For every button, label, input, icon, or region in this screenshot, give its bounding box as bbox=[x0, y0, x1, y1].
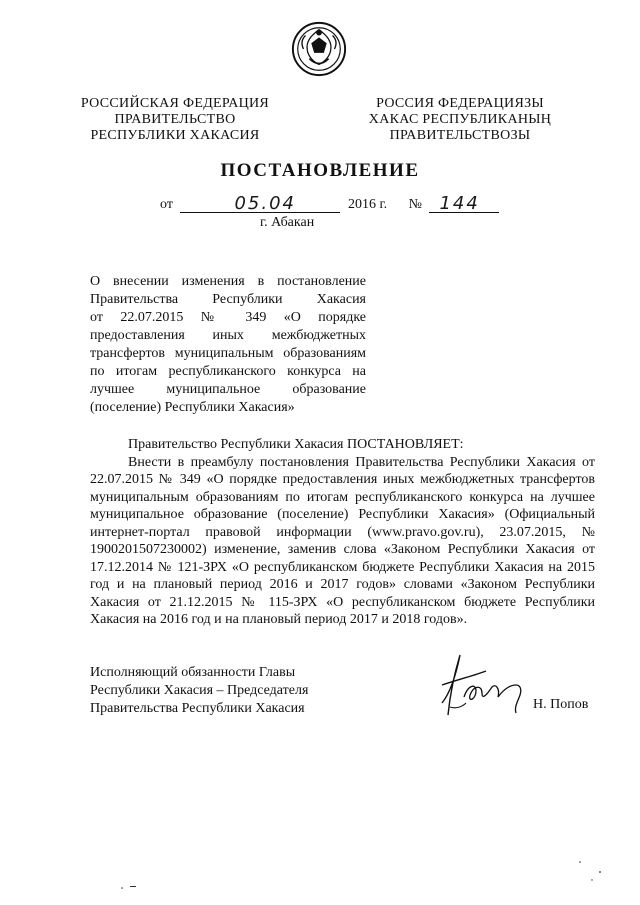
body-paragraph-main: Внести в преамбулу постановления Правительства Республики Хакасия от 22.07.2015 № 349 «О порядке предоставления иных межбюджетных трансфертов муниципальным образованиям по итогам республиканского конкурса на лучшее муниципальное образование (поселение) Республики Хакасия» (Официальный интернет-портал правовой информации (www.pravo.gov.ru), 23.07.2015, № 1900201507230002) изменение, заменив слова «Законом Республики Хакасия от 17.12.2014 № 121-ЗРХ «О республиканском бюджете Республики Хакасия на 2015 год и на плановый период 2016 и 2017 годов» словами «Законом Республики Хакасия от 21.12.2015 № 115-ЗРХ «О республиканском бюджете Республики Хакасия на 2016 год и на плановый период 2017 и 2018 годов». bbox=[90, 454, 595, 627]
city: г. Абакан bbox=[260, 215, 315, 230]
handwritten-signature bbox=[420, 645, 540, 725]
document-subject bbox=[90, 273, 366, 417]
date-handwritten: 05.04 bbox=[234, 193, 296, 214]
subject-line: О внесении изменения в постановление bbox=[90, 274, 366, 289]
header-left bbox=[70, 96, 280, 144]
subject-line: предоставления иных межбюджетных bbox=[90, 328, 366, 343]
date-year: 2016 г. bbox=[347, 197, 388, 212]
coat-of-arms-emblem bbox=[290, 20, 348, 78]
date-line bbox=[160, 193, 499, 214]
header-right-line: ПРАВИТЕЛЬСТВОЗЫ bbox=[389, 128, 531, 143]
subject-line: от 22.07.2015 № 349 «О порядке bbox=[90, 310, 366, 325]
header-left-line: РОССИЙСКАЯ ФЕДЕРАЦИЯ bbox=[80, 96, 270, 111]
signatory-line: Республики Хакасия – Председателя bbox=[90, 683, 309, 698]
header-left-line: РЕСПУБЛИКИ ХАКАСИЯ bbox=[90, 128, 260, 143]
number-label: № bbox=[408, 197, 422, 212]
header-right bbox=[355, 96, 565, 144]
header-right-line: ХАКАС РЕСПУБЛИКАНЫҢ bbox=[368, 112, 552, 127]
date-field bbox=[180, 193, 340, 214]
document-title: ПОСТАНОВЛЕНИЕ bbox=[220, 160, 420, 181]
subject-line: трансфертов муниципальным образованиям bbox=[90, 346, 366, 361]
date-from-label: от bbox=[160, 197, 173, 212]
subject-line: лучшее муниципальное образование bbox=[90, 382, 366, 397]
signatory-title bbox=[90, 664, 308, 718]
header-right-line: РОССИЯ ФЕДЕРАЦИЯЗЫ bbox=[376, 96, 544, 111]
subject-line: (поселение) Республики Хакасия» bbox=[90, 400, 295, 415]
header-left-line: ПРАВИТЕЛЬСТВО bbox=[114, 112, 236, 127]
subject-line: Правительства Республики Хакасия bbox=[90, 292, 366, 307]
signatory-line: Исполняющий обязанности Главы bbox=[90, 665, 296, 680]
document-body bbox=[90, 436, 595, 629]
subject-line: по итогам республиканского конкурса на bbox=[90, 364, 366, 379]
number-handwritten: 144 bbox=[439, 193, 480, 214]
signatory-name: Н. Попов bbox=[533, 697, 589, 712]
signatory-line: Правительства Республики Хакасия bbox=[90, 701, 305, 716]
number-field bbox=[429, 193, 499, 214]
body-paragraph-intro: Правительство Республики Хакасия ПОСТАНОВЛЯЕТ: bbox=[128, 437, 464, 452]
